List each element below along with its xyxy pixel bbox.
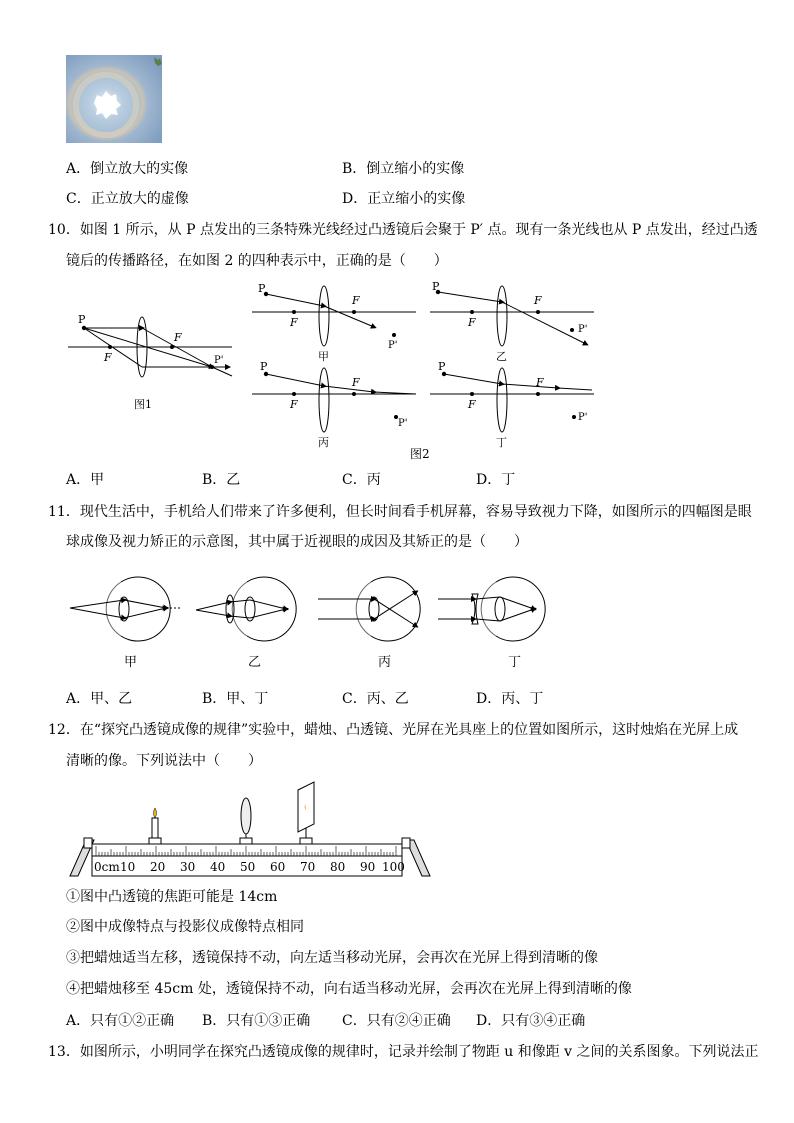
- svg-text:F: F: [290, 316, 298, 329]
- ruler-tick-90: 90: [360, 860, 376, 874]
- fig1-pp-label: P': [214, 355, 224, 366]
- svg-text:F: F: [468, 316, 476, 329]
- q10-figure-2-bing: [250, 360, 420, 450]
- svg-text:丁: 丁: [508, 655, 522, 670]
- q10-option-b: B．乙: [202, 472, 241, 488]
- fig1-caption: 图1: [134, 398, 152, 411]
- eye-diagram-yi: [192, 570, 312, 670]
- q10-figure-2-caption: 图2: [410, 447, 430, 461]
- q12-option-c: C．只有②④正确: [342, 1013, 451, 1029]
- ruler-tick-100: 100: [382, 860, 405, 874]
- q11-question-line2: 球成像及视力矫正的示意图，其中属于近视眼的成因及其矫正的是（ ）: [66, 534, 528, 550]
- ruler-labels: [94, 858, 404, 876]
- svg-text:F: F: [352, 294, 360, 307]
- ruler-tick-40: 40: [210, 860, 226, 874]
- sub-label-jia: 甲: [318, 350, 329, 363]
- svg-text:P': P': [398, 418, 408, 429]
- ruler-tick-60: 60: [270, 860, 286, 874]
- eye-diagram-bing: [316, 570, 436, 670]
- svg-text:F: F: [534, 294, 542, 307]
- svg-text:丙: 丙: [378, 655, 392, 670]
- ruler-tick-0: 0cm: [94, 860, 120, 874]
- q12-question-line1: 12．在“探究凸透镜成像的规律”实验中，蜡烛、凸透镜、光屏在光具座上的位置如图所示，这时烛焰在光屏上成: [48, 722, 739, 738]
- halo-photo: [66, 55, 162, 143]
- svg-text:P: P: [432, 280, 440, 293]
- svg-text:F: F: [290, 398, 298, 411]
- optical-bench-diagram: [66, 778, 436, 888]
- ruler-tick-30: 30: [180, 860, 196, 874]
- q12-statement-4: ④把蜡烛移至 45cm 处，透镜保持不动，向右适当移动光屏，会再次在光屏上得到清晰的像: [66, 981, 632, 997]
- sub-label-bing: 丙: [318, 436, 329, 449]
- svg-text:P': P': [578, 324, 588, 335]
- ruler-tick-50: 50: [240, 860, 256, 874]
- q12-statement-3: ③把蜡烛适当左移，透镜保持不动，向左适当移动光屏，会再次在光屏上得到清晰的像: [66, 950, 598, 966]
- q9-option-d: D．正立缩小的实像: [342, 191, 466, 207]
- q12-option-a: A．只有①②正确: [66, 1013, 175, 1029]
- q12-statement-1: ①图中凸透镜的焦距可能是 14cm: [66, 889, 278, 905]
- sub-label-ding: 丁: [496, 436, 507, 449]
- ruler-tick-80: 80: [330, 860, 346, 874]
- sub-label-yi: 乙: [496, 350, 507, 363]
- q11-option-c: C．丙、乙: [342, 691, 409, 707]
- fig1-f2-label: F: [174, 331, 182, 344]
- q11-option-a: A．甲、乙: [66, 691, 133, 707]
- q12-statement-2: ②图中成像特点与投影仪成像特点相同: [66, 919, 304, 935]
- q11-question-line1: 11．现代生活中，手机给人们带来了许多便利，但长时间看手机屏幕，容易导致视力下降，如图所示的四幅图是眼: [48, 504, 752, 520]
- q9-option-a: A．倒立放大的实像: [66, 161, 189, 177]
- q10-figure-2-yi: [428, 280, 598, 370]
- q10-option-d: D．丁: [476, 472, 516, 488]
- q11-option-b: B．甲、丁: [202, 691, 269, 707]
- svg-text:P: P: [260, 360, 268, 373]
- fig1-p-label: P: [78, 313, 86, 326]
- svg-text:P: P: [438, 360, 446, 373]
- ruler-tick-70: 70: [300, 860, 316, 874]
- q10-figure-2-ding: [428, 360, 598, 450]
- q9-option-c: C．正立放大的虚像: [66, 191, 189, 207]
- svg-text:P': P': [578, 412, 588, 423]
- q10-question-line1: 10．如图 1 所示，从 P 点发出的三条特殊光线经过凸透镜后会聚于 P′ 点。现有一条光线也从 P 点发出，经过凸透: [48, 222, 758, 238]
- svg-text:P: P: [258, 282, 266, 295]
- eye-diagram-ding: [436, 570, 556, 670]
- svg-text:甲: 甲: [124, 655, 138, 670]
- q13-question-line1: 13．如图所示，小明同学在探究凸透镜成像的规律时，记录并绘制了物距 u 和像距 v 之间的关系图象。下列说法正: [48, 1044, 759, 1060]
- q10-option-a: A．甲: [66, 472, 105, 488]
- q11-option-d: D．丙、丁: [476, 691, 544, 707]
- q10-question-line2: 镜后的传播路径，在如图 2 的四种表示中，正确的是（ ）: [66, 253, 448, 269]
- q10-figure-1: [66, 305, 236, 415]
- svg-text:P': P': [388, 340, 398, 351]
- svg-text:F: F: [352, 376, 360, 389]
- svg-text:F: F: [468, 398, 476, 411]
- q10-figure-2-jia: [250, 280, 420, 370]
- q12-option-d: D．只有③④正确: [476, 1013, 586, 1029]
- q9-option-b: B．倒立缩小的实像: [342, 161, 465, 177]
- fig1-f-label: F: [104, 351, 112, 364]
- q12-question-line2: 清晰的像。下列说法中（ ）: [66, 753, 262, 769]
- eye-diagram-jia: [66, 570, 186, 670]
- q10-option-c: C．丙: [342, 472, 381, 488]
- svg-text:乙: 乙: [248, 655, 262, 670]
- ruler-tick-20: 20: [150, 860, 166, 874]
- q12-option-b: B．只有①③正确: [202, 1013, 311, 1029]
- ruler-tick-10: 10: [120, 860, 136, 874]
- svg-text:F: F: [536, 376, 544, 389]
